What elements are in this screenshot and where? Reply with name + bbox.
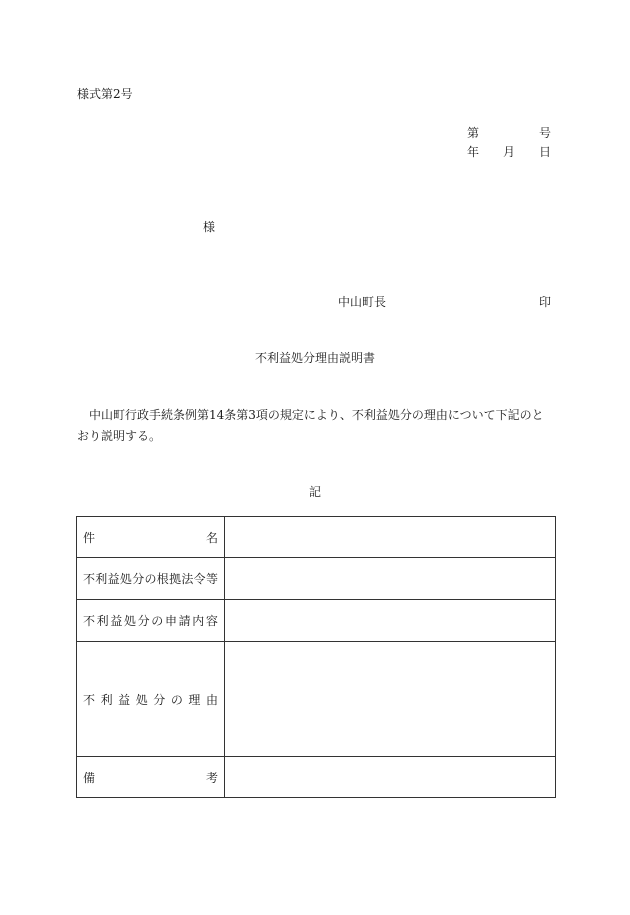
- body-text: 中山町行政手続条例第14条第3項の規定により、不利益処分の理由について下記のとおり説明する。: [77, 408, 544, 443]
- table-row: [77, 558, 556, 600]
- table-row: [77, 517, 556, 558]
- row-value-case-name: [225, 517, 556, 558]
- row-value-application-content: [225, 600, 556, 642]
- label-char: 請: [178, 614, 191, 628]
- document-number-prefix: 第: [467, 126, 480, 140]
- label-char: の: [144, 572, 157, 586]
- recipient-honorific: 様: [203, 220, 216, 234]
- label-char: 益: [110, 614, 123, 628]
- label-char: 利: [96, 614, 109, 628]
- label-char: の: [151, 614, 164, 628]
- label-char: 容: [205, 614, 218, 628]
- label-char: 内: [192, 614, 205, 628]
- table-row: [77, 642, 556, 757]
- label-char: 法: [181, 572, 194, 586]
- label-char: 名: [205, 530, 218, 545]
- label-char: 利: [95, 572, 108, 586]
- label-char: 益: [118, 692, 131, 707]
- ki-heading: 記: [308, 485, 321, 499]
- date-year: 年: [467, 145, 480, 159]
- label-char: 令: [193, 572, 206, 586]
- row-value-legal-basis: [225, 558, 556, 600]
- label-char: 分: [153, 692, 166, 707]
- label-char: 備: [83, 770, 96, 785]
- label-char: 処: [135, 692, 148, 707]
- label-char: 考: [205, 770, 218, 785]
- row-label-application-content: [77, 600, 225, 642]
- issuer-name: 中山町長: [338, 295, 387, 309]
- label-char: 申: [164, 614, 177, 628]
- label-char: 件: [83, 530, 96, 545]
- label-char: 等: [205, 572, 218, 586]
- row-label-legal-basis: [77, 558, 225, 600]
- document-title: 不利益処分理由説明書: [254, 351, 375, 365]
- label-char: 根: [156, 572, 169, 586]
- label-char: 不: [83, 614, 96, 628]
- date-day: 日: [538, 145, 551, 159]
- document-number-suffix: 号: [538, 126, 551, 140]
- date-line: [467, 143, 551, 160]
- row-value-reason: [225, 642, 556, 757]
- label-char: 処: [123, 614, 136, 628]
- row-label-reason: [77, 642, 225, 757]
- label-char: 処: [119, 572, 132, 586]
- label-char: の: [170, 692, 183, 707]
- label-char: 分: [132, 572, 145, 586]
- table-row: [77, 600, 556, 642]
- row-label-remarks: [77, 757, 225, 798]
- detail-table: [76, 516, 556, 798]
- row-value-remarks: [225, 757, 556, 798]
- label-char: 利: [100, 692, 113, 707]
- label-char: 益: [107, 572, 120, 586]
- table-row: [77, 757, 556, 798]
- form-number: 様式第2号: [77, 87, 133, 101]
- row-label-case-name: [77, 517, 225, 558]
- label-char: 拠: [169, 572, 182, 586]
- label-char: 分: [137, 614, 150, 628]
- label-char: 理: [188, 692, 201, 707]
- date-month: 月: [502, 145, 515, 159]
- label-char: 不: [83, 692, 96, 707]
- document-number-line: [467, 124, 551, 141]
- label-char: 由: [205, 692, 218, 707]
- label-char: 不: [83, 572, 96, 586]
- seal-mark: 印: [539, 295, 552, 309]
